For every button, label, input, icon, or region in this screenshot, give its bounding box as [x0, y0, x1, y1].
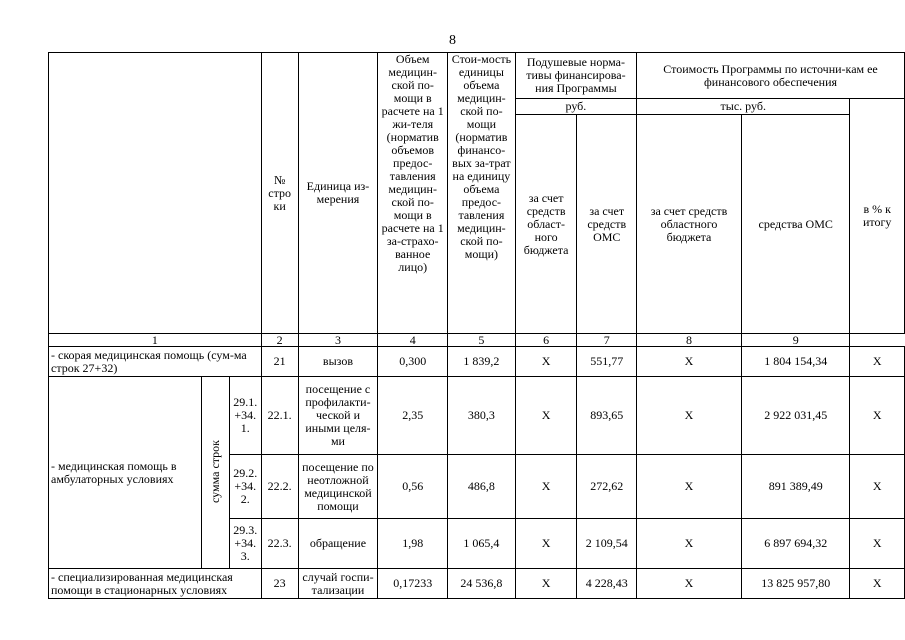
column-number: 8 — [637, 334, 742, 347]
header-cost-group: Стоимость Программы по источни-кам ее финансового обеспечения — [637, 53, 905, 99]
row-volume: 0,17233 — [378, 569, 448, 599]
header-per-capita-group: Подушевые норма-тивы финансирова-ния Программы — [515, 53, 636, 99]
row-number: 22.1. — [261, 377, 298, 455]
row-label: - медицинская помощь в амбулаторных условиях — [49, 377, 202, 569]
column-number: 9 — [741, 334, 850, 347]
row-ref: 29.1. +34. 1. — [229, 377, 261, 455]
row-c7: Х — [637, 377, 742, 455]
row-c5: Х — [515, 377, 577, 455]
row-unit: посещение по неотложной медицинской помощи — [298, 455, 378, 519]
sum-label-cell — [202, 377, 230, 569]
header-col9: в % к итогу — [850, 99, 905, 334]
header-blank — [49, 53, 262, 334]
row-volume: 0,300 — [378, 347, 448, 377]
row-c6: 272,62 — [577, 455, 637, 519]
column-number: 3 — [298, 334, 378, 347]
row-cost: 1 839,2 — [448, 347, 516, 377]
header-volume: Объем медицин-ской по-мощи в расчете на 1 жи-теля (норматив объемов предос-тавления медицин-ской по-мощи в расчете на 1 за-страхо-ванное лицо) — [378, 53, 448, 334]
row-c7: Х — [637, 347, 742, 377]
row-volume: 1,98 — [378, 519, 448, 569]
row-c9: Х — [850, 519, 905, 569]
row-label: - специализированная медицинская помощи в стационарных условиях — [49, 569, 262, 599]
row-c7: Х — [637, 519, 742, 569]
row-c6: 893,65 — [577, 377, 637, 455]
table-row — [49, 377, 905, 455]
row-number: 22.2. — [261, 455, 298, 519]
column-number: 7 — [577, 334, 637, 347]
sum-label: сумма строк — [207, 439, 222, 503]
row-c6: 4 228,43 — [577, 569, 637, 599]
row-volume: 0,56 — [378, 455, 448, 519]
row-c8: 6 897 694,32 — [741, 519, 850, 569]
page-number: 8 — [449, 33, 456, 48]
row-number: 23 — [261, 569, 298, 599]
table-row — [49, 569, 905, 599]
table-row — [49, 347, 905, 377]
row-c8: 891 389,49 — [741, 455, 850, 519]
row-unit: вызов — [298, 347, 378, 377]
row-c7: Х — [637, 455, 742, 519]
header-col6: за счет средств ОМС — [577, 115, 637, 334]
row-c8: 13 825 957,80 — [741, 569, 850, 599]
column-number: 4 — [378, 334, 448, 347]
header-cost-unit: тыс. руб. — [637, 99, 850, 115]
row-c5: Х — [515, 455, 577, 519]
column-number: 1 — [49, 334, 262, 347]
column-number: 2 — [261, 334, 298, 347]
row-c5: Х — [515, 569, 577, 599]
header-cost: Стои-мость единицы объема медицин-ской по-мощи (норматив финансо-вых за-трат на единицу объема предос-тавления медицин-ской по-мощи) — [448, 53, 516, 334]
row-ref: 29.2. +34. 2. — [229, 455, 261, 519]
column-number: 6 — [515, 334, 577, 347]
header-col5: за счет средств област-ного бюджета — [515, 115, 577, 334]
row-cost: 1 065,4 — [448, 519, 516, 569]
header-per-capita-unit: руб. — [515, 99, 636, 115]
row-c9: Х — [850, 377, 905, 455]
header-unit: Единица из-мерения — [298, 53, 378, 334]
row-number: 22.3. — [261, 519, 298, 569]
row-c9: Х — [850, 455, 905, 519]
row-cost: 380,3 — [448, 377, 516, 455]
row-ref: 29.3. +34. 3. — [229, 519, 261, 569]
header-col7: за счет средств областного бюджета — [637, 115, 742, 334]
row-c6: 551,77 — [577, 347, 637, 377]
row-c9: Х — [850, 347, 905, 377]
header-row-no: № стро ки — [261, 53, 298, 334]
row-c8: 1 804 154,34 — [741, 347, 850, 377]
row-unit: посещение с профилакти-ческой и иными целя-ми — [298, 377, 378, 455]
row-c8: 2 922 031,45 — [741, 377, 850, 455]
row-c5: Х — [515, 347, 577, 377]
row-number: 21 — [261, 347, 298, 377]
header-col8: средства ОМС — [741, 115, 850, 334]
financing-table — [48, 52, 905, 599]
row-c7: Х — [637, 569, 742, 599]
row-cost: 486,8 — [448, 455, 516, 519]
row-label: - скорая медицинская помощь (сум-ма строк 27+32) — [49, 347, 262, 377]
row-c6: 2 109,54 — [577, 519, 637, 569]
row-c5: Х — [515, 519, 577, 569]
column-number: 5 — [448, 334, 516, 347]
row-unit: обращение — [298, 519, 378, 569]
row-c9: Х — [850, 569, 905, 599]
row-unit: случай госпи-тализации — [298, 569, 378, 599]
column-numbers-row — [49, 334, 905, 347]
row-volume: 2,35 — [378, 377, 448, 455]
row-cost: 24 536,8 — [448, 569, 516, 599]
